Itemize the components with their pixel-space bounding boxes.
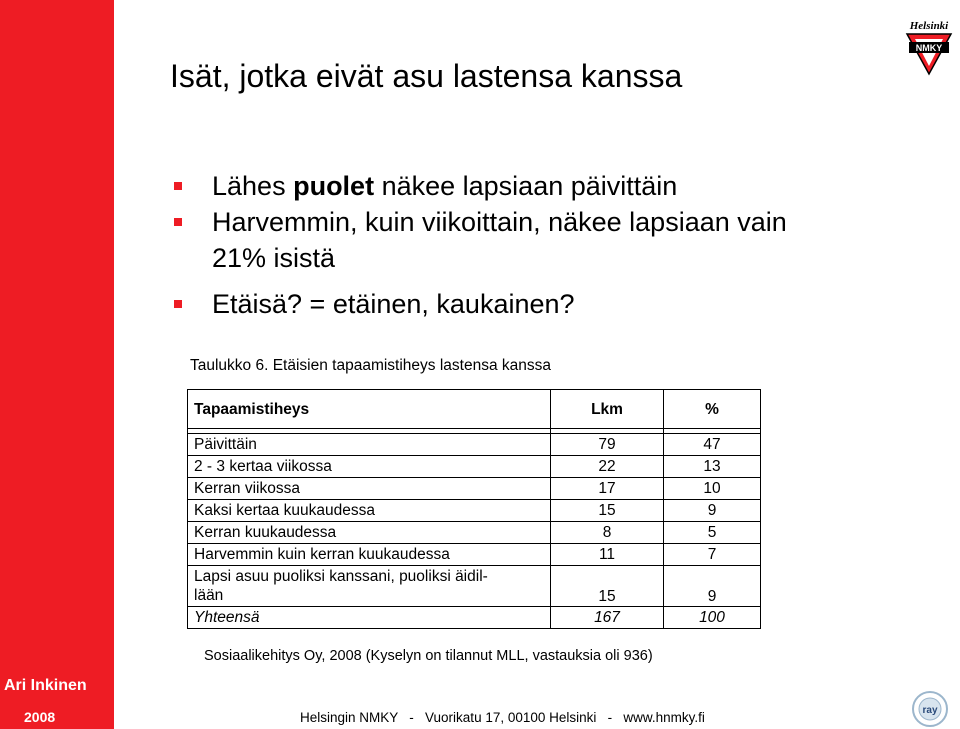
footer-text: Helsingin NMKY - Vuorikatu 17, 00100 Helsinki - www.hnmky.fi — [300, 710, 705, 725]
row-percent: 10 — [664, 478, 761, 500]
year-label: 2008 — [24, 709, 56, 725]
ymca-triangle-logo-icon — [903, 18, 955, 76]
total-percent: 100 — [664, 607, 761, 629]
source-note: Sosiaalikehitys Oy, 2008 (Kyselyn on tilannut MLL, vastauksia oli 936) — [204, 648, 653, 664]
row-percent: 47 — [664, 434, 761, 456]
row-percent: 5 — [664, 522, 761, 544]
frequency-table — [187, 389, 761, 629]
header-tapaamistiheys: Tapaamistiheys — [188, 390, 551, 429]
header-lkm: Lkm — [551, 390, 664, 429]
logo-badge-text: NMKY — [915, 43, 943, 53]
bullet-item: Harvemmin, kuin viikoittain, näkee lapsiaan vain 21% isistä — [172, 204, 892, 276]
bold-word: puolet — [293, 171, 375, 201]
row-lkm: 22 — [551, 456, 664, 478]
table-row — [188, 522, 761, 544]
row-lkm: 79 — [551, 434, 664, 456]
table-caption: Taulukko 6. Etäisien tapaamistiheys lastensa kanssa — [190, 357, 552, 374]
row-label: Päivittäin — [188, 434, 551, 456]
bullet-square-icon — [174, 218, 182, 226]
row-lkm: 11 — [551, 544, 664, 566]
row-lkm: 15 — [551, 500, 664, 522]
row-percent: 9 — [664, 566, 761, 607]
slide-title: Isät, jotka eivät asu lastensa kanssa — [170, 58, 683, 94]
row-percent: 7 — [664, 544, 761, 566]
total-lkm: 167 — [551, 607, 664, 629]
row-lkm: 17 — [551, 478, 664, 500]
table-row — [188, 544, 761, 566]
row-label: Kerran viikossa — [188, 478, 551, 500]
table-header-row — [188, 390, 761, 429]
row-label: Kaksi kertaa kuukaudessa — [188, 500, 551, 522]
bullet-square-icon — [174, 182, 182, 190]
total-label: Yhteensä — [188, 607, 551, 629]
table-row — [188, 478, 761, 500]
ray-seal-icon — [910, 690, 950, 728]
row-lkm: 15 — [551, 566, 664, 607]
row-label: Lapsi asuu puoliksi kanssani, puoliksi äidil- lään — [188, 566, 551, 607]
table-row — [188, 500, 761, 522]
row-percent: 13 — [664, 456, 761, 478]
row-label: Kerran kuukaudessa — [188, 522, 551, 544]
ray-text: ray — [922, 705, 938, 716]
row-percent: 9 — [664, 500, 761, 522]
total-row — [188, 607, 761, 629]
bullet-list — [172, 168, 892, 322]
bullet-square-icon — [174, 300, 182, 308]
table-row — [188, 434, 761, 456]
row-lkm: 8 — [551, 522, 664, 544]
row-label: 2 - 3 kertaa viikossa — [188, 456, 551, 478]
header-percent: % — [664, 390, 761, 429]
bullet-item: Lähes puolet näkee lapsiaan päivittäin — [172, 168, 892, 204]
logo-top-text: Helsinki — [909, 20, 949, 32]
table-row — [188, 456, 761, 478]
bullet-item: Etäisä? = etäinen, kaukainen? — [172, 286, 892, 322]
table-row — [188, 566, 761, 607]
row-label: Harvemmin kuin kerran kuukaudessa — [188, 544, 551, 566]
sidebar — [0, 0, 114, 729]
author-name: Ari Inkinen — [4, 677, 87, 694]
